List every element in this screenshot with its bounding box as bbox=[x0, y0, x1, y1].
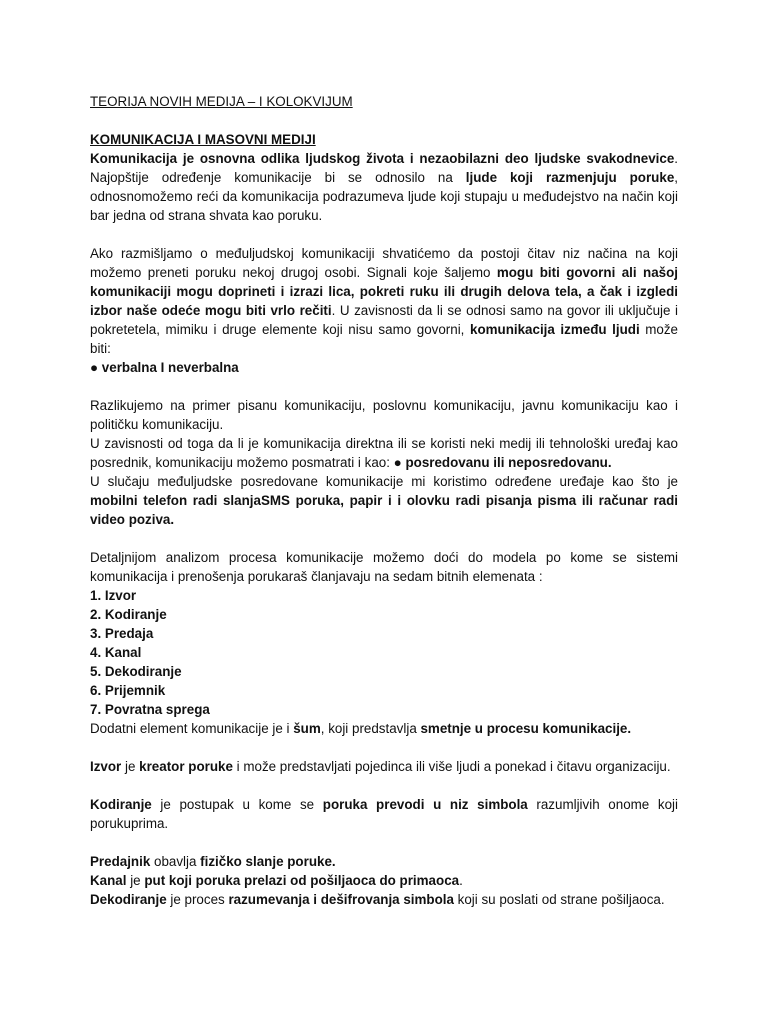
paragraph-2 bbox=[90, 244, 678, 358]
p6-bold-c: poruka prevodi u niz simbola bbox=[322, 797, 528, 812]
list-item: 4. Kanal bbox=[90, 645, 142, 660]
list-item: 5. Dekodiranje bbox=[90, 664, 182, 679]
p1-text-d: , odnosnomožemo reći da komunikacija podrazumeva ljude koji stupaju u međudejstvo na način koji bar jedna od strana shvata kao poruku. bbox=[90, 170, 678, 223]
paragraph-3a: Razlikujemo na primer pisanu komunikaciju, poslovnu komunikaciju, javnu komunikaciju kao i političku komunikaciju. bbox=[90, 398, 678, 432]
channel-line bbox=[90, 871, 678, 890]
p4-text-b: Dodatni element komunikacije je i bbox=[90, 721, 294, 736]
paragraph-4: Detaljnijom analizom procesa komunikacije možemo doći do modela po kome se sistemi komunikacija i prenošenja porukaraš članjavaju na sedam bitnih elemenata : bbox=[90, 550, 678, 584]
p3-bold-c: ● posredovanu ili neposredovanu. bbox=[393, 455, 612, 470]
transmitter-line bbox=[90, 852, 678, 871]
p2-bold-d: komunikacija između ljudi bbox=[470, 322, 640, 337]
p4-text-d: , koji predstavlja bbox=[320, 721, 421, 736]
elements-list bbox=[90, 586, 678, 719]
p2-text-c: . U zavisnosti da li se odnosi samo na govor ili uključuje i pokretetela, mimiku i druge elemente koji nisu samo govorni, bbox=[90, 303, 678, 337]
p7-bold-f: put koji poruka prelazi od pošiljaoca do primaoca bbox=[144, 873, 460, 888]
verbal-nonverbal-bullet bbox=[90, 358, 678, 377]
p2-text-a: Ako razmišljamo o međuljudskoj komunikaciji shvatićemo da postoji čitav niz načina na koji možemo preneti poruku nekoj drugoj osobi. Signali koje šaljemo bbox=[90, 246, 678, 280]
section-title: KOMUNIKACIJA I MASOVNI MEDIJI bbox=[90, 132, 316, 147]
decoding-line bbox=[90, 890, 678, 909]
p4-bold-c: šum bbox=[293, 721, 321, 736]
p1-text-b: . Najopštije određenje komunikacije bi se odnosilo na bbox=[90, 151, 678, 185]
p2-bold-b: mogu biti govorni ali našoj komunikaciji mogu doprineti i izrazi lica, pokreti ruku ili drugih delova tela, a čak i izgledi izbor naše odeće mogu biti vrlo rečiti bbox=[90, 265, 678, 318]
p5-bold-a: Izvor bbox=[90, 759, 122, 774]
p5-text-b: je bbox=[121, 759, 140, 774]
p6-text-b: je postupak u kome se bbox=[151, 797, 323, 812]
paragraph-3b bbox=[90, 434, 678, 472]
list-item: 1. Izvor bbox=[90, 588, 137, 603]
document-page bbox=[90, 92, 678, 909]
paragraph-6 bbox=[90, 795, 678, 833]
p7-text-e: je bbox=[126, 873, 145, 888]
list-item: 6. Prijemnik bbox=[90, 683, 166, 698]
p7-text-k: koji su poslati od strane pošiljaoca. bbox=[453, 892, 665, 907]
p2-bold-f: ● verbalna I neverbalna bbox=[90, 360, 239, 375]
p7-bold-j: razumevanja i dešifrovanja simbola bbox=[228, 892, 454, 907]
p7-bold-c: fizičko slanje poruke. bbox=[200, 854, 336, 869]
paragraph-3c bbox=[90, 472, 678, 529]
p3-text-d: U slučaju međuljudske posredovane komunikacije mi koristimo određene uređaje kao što je bbox=[90, 474, 678, 489]
p7-text-b: obavlja bbox=[150, 854, 201, 869]
p3-text-b: U zavisnosti od toga da li je komunikacija direktna ili se koristi neki medij ili tehnološki uređaj kao posrednik, komunikaciju možemo posmatrati i kao: bbox=[90, 436, 678, 470]
p1-bold-c: ljude koji razmenjuju poruke bbox=[465, 170, 675, 185]
p6-bold-a: Kodiranje bbox=[90, 797, 152, 812]
list-item: 3. Predaja bbox=[90, 626, 154, 641]
list-item: 7. Povratna sprega bbox=[90, 702, 210, 717]
paragraph-1 bbox=[90, 149, 678, 225]
p2-text-e: može biti: bbox=[90, 322, 679, 356]
p7-bold-a: Predajnik bbox=[90, 854, 151, 869]
paragraph-5 bbox=[90, 757, 678, 776]
list-item: 2. Kodiranje bbox=[90, 607, 167, 622]
p3-bold-e: mobilni telefon radi slanjaSMS poruka, papir i i olovku radi pisanja pisma ili računar radi video poziva. bbox=[90, 493, 678, 527]
document-title: TEORIJA NOVIH MEDIJA – I KOLOKVIJUM bbox=[90, 94, 353, 109]
p5-text-d: i može predstavljati pojedinca ili više ljudi a ponekad i čitavu organizaciju. bbox=[232, 759, 671, 774]
p4-bold-e: smetnje u procesu komunikacije. bbox=[420, 721, 632, 736]
p7-text-i: je proces bbox=[166, 892, 229, 907]
p1-bold-a: Komunikacija je osnovna odlika ljudskog života i nezaobilazni deo ljudske svakodnevice bbox=[90, 151, 675, 166]
p5-bold-c: kreator poruke bbox=[139, 759, 233, 774]
noise-sentence bbox=[90, 719, 678, 738]
p6-text-d: razumljivih onome koji porukuprima. bbox=[90, 797, 678, 831]
p7-text-g: . bbox=[459, 873, 463, 888]
p7-bold-d: Kanal bbox=[90, 873, 127, 888]
p7-bold-h: Dekodiranje bbox=[90, 892, 167, 907]
